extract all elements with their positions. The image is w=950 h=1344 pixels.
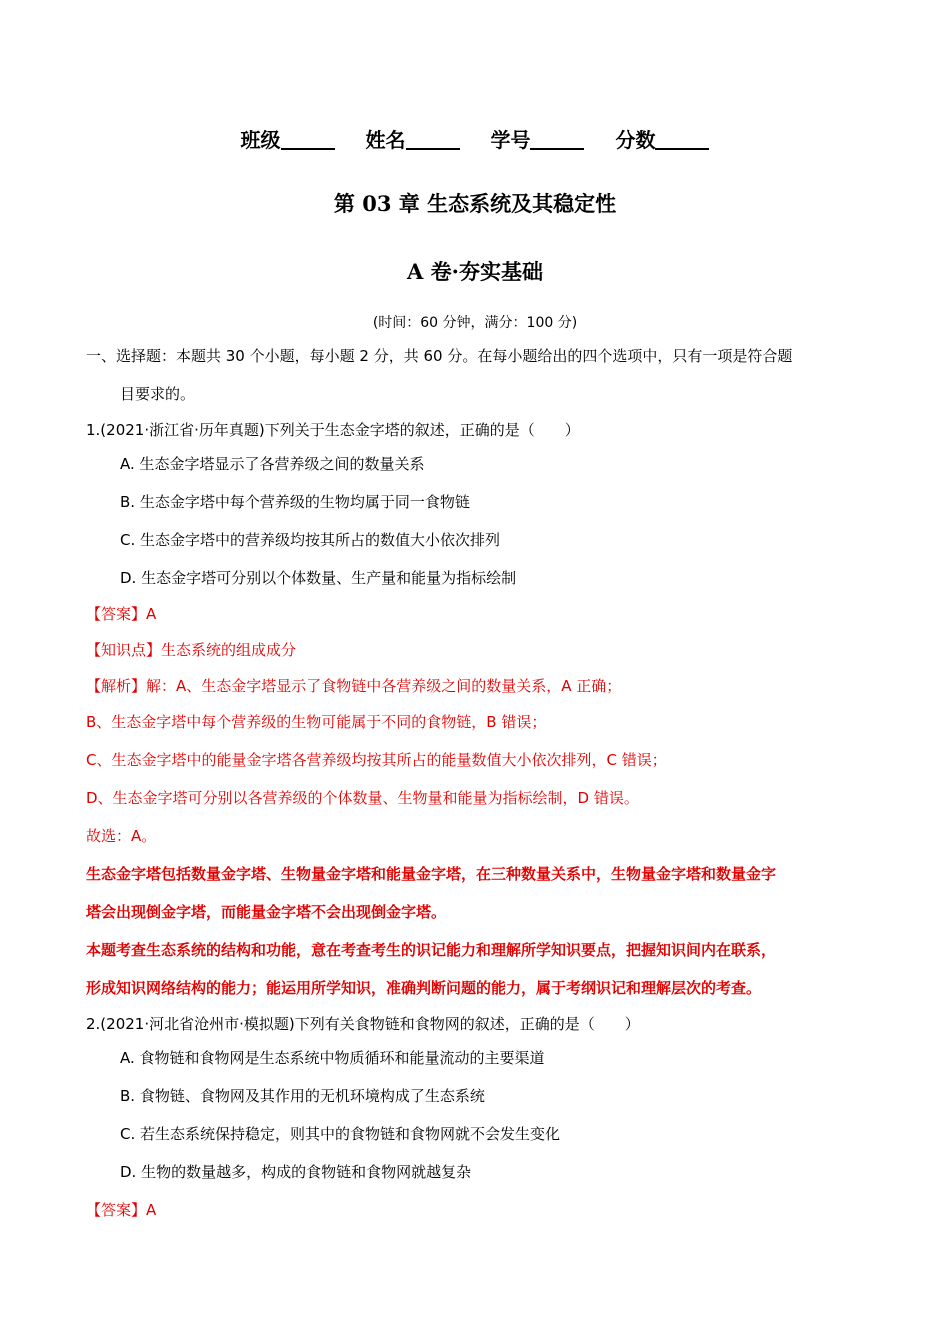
q1-note1-line2: 塔会出现倒金字塔，而能量金字塔不会出现倒金字塔。 [86, 903, 447, 921]
q1-option-d: D. 生态金字塔可分别以个体数量、生产量和能量为指标绘制 [120, 569, 517, 587]
question-1-stem: 1.(2021·浙江省·历年真题)下列关于生态金字塔的叙述，正确的是（ ） [86, 421, 580, 439]
q1-analysis-line3: C、生态金字塔中的能量金字塔各营养级均按其所占的能量数值大小依次排列，C 错误； [86, 751, 667, 769]
q1-note1-line1: 生态金字塔包括数量金字塔、生物量金字塔和能量金字塔，在三种数量关系中，生物量金字塔和数量金字 [86, 865, 777, 883]
id-blank[interactable] [530, 128, 584, 150]
q1-option-a: A. 生态金字塔显示了各营养级之间的数量关系 [120, 455, 425, 473]
id-field: 学号 [490, 124, 584, 153]
q2-option-b: B. 食物链、食物网及其作用的无机环境构成了生态系统 [120, 1087, 485, 1105]
q2-option-d: D. 生物的数量越多，构成的食物链和食物网就越复杂 [120, 1163, 472, 1181]
score-field: 分数 [615, 124, 709, 153]
student-info-header [0, 124, 950, 153]
name-field: 姓名 [366, 124, 460, 153]
class-field: 班级 [241, 124, 335, 153]
q1-answer: 【答案】A [86, 605, 157, 623]
q2-option-c: C. 若生态系统保持稳定，则其中的食物链和食物网就不会发生变化 [120, 1125, 561, 1143]
q1-analysis-line4: D、生态金字塔可分别以各营养级的个体数量、生物量和能量为指标绘制，D 错误。 [86, 789, 639, 807]
q1-knowledge-point: 【知识点】生态系统的组成成分 [86, 641, 297, 659]
class-blank[interactable] [281, 128, 335, 150]
volume-title: A 卷·夯实基础 [407, 259, 543, 284]
q1-note2-line2: 形成知识网络结构的能力；能运用所学知识，准确判断问题的能力，属于考纲识记和理解层次的考查。 [86, 979, 762, 997]
time-info: (时间：60 分钟，满分：100 分) [372, 315, 578, 331]
score-blank[interactable] [655, 128, 709, 150]
question-2-stem: 2.(2021·河北省沧州市·模拟题)下列有关食物链和食物网的叙述，正确的是（ ） [86, 1015, 640, 1033]
section-instruction-line1: 一、选择题：本题共 30 个小题，每小题 2 分，共 60 分。在每小题给出的四个选项中，只有一项是符合题 [86, 347, 793, 365]
q2-answer: 【答案】A [86, 1201, 157, 1219]
q2-option-a: A. 食物链和食物网是生态系统中物质循环和能量流动的主要渠道 [120, 1049, 545, 1067]
name-blank[interactable] [406, 128, 460, 150]
q1-choice: 故选：A。 [86, 827, 157, 845]
q1-analysis-line1: 【解析】解：A、生态金字塔显示了食物链中各营养级之间的数量关系，A 正确； [86, 677, 622, 695]
q1-option-c: C. 生态金字塔中的营养级均按其所占的数值大小依次排列 [120, 531, 501, 549]
chapter-title: 第 03 章 生态系统及其稳定性 [333, 191, 617, 216]
q1-note2-line1: 本题考查生态系统的结构和功能，意在考查考生的识记能力和理解所学知识要点，把握知识间内在联系， [86, 941, 777, 959]
q1-option-b: B. 生态金字塔中每个营养级的生物均属于同一食物链 [120, 493, 470, 511]
q1-analysis-line2: B、生态金字塔中每个营养级的生物可能属于不同的食物链，B 错误； [86, 713, 547, 731]
section-instruction-line2: 目要求的。 [120, 385, 196, 403]
